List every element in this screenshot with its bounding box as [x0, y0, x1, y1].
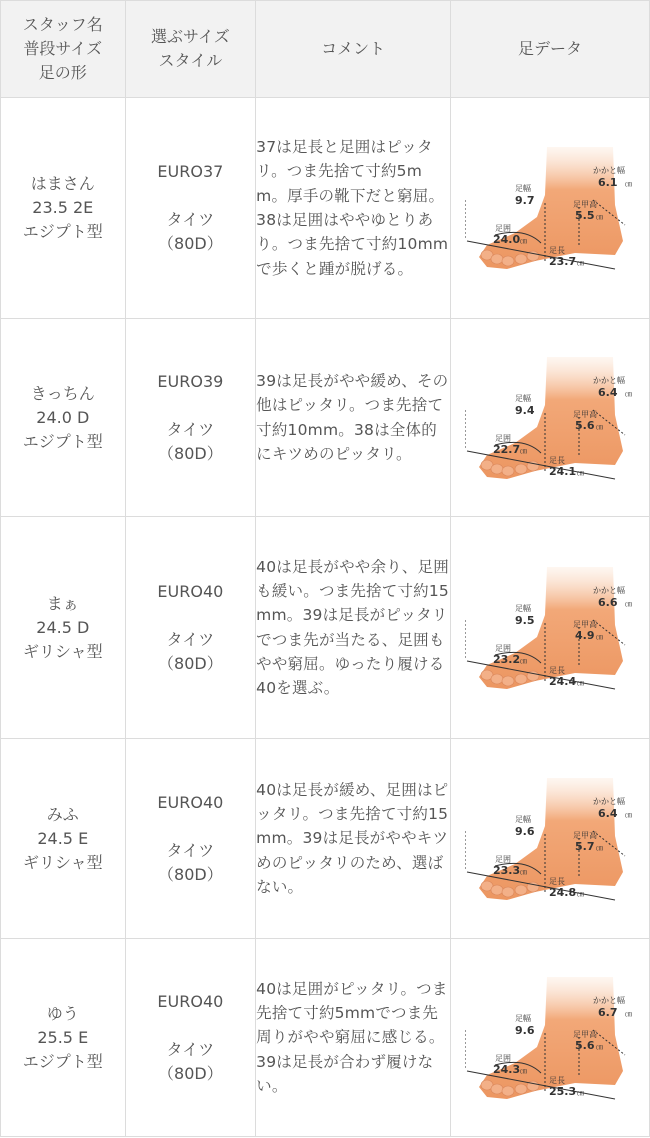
header-size-line1: 選ぶサイズ	[150, 27, 230, 46]
length-label: 足長	[549, 455, 566, 465]
heel-value: 6.6	[598, 595, 618, 609]
heel-label: かかと幅	[593, 796, 626, 806]
header-foot-data: 足データ	[451, 1, 650, 98]
style-denier: （80D）	[158, 864, 223, 884]
foot-diagram	[465, 145, 635, 271]
header-size-line2: スタイル	[158, 51, 223, 70]
table-row	[1, 517, 650, 739]
table-row	[1, 939, 650, 1137]
foot-data-cell	[451, 517, 650, 739]
toe-mark	[491, 464, 503, 474]
instep-label: 足甲高	[573, 830, 598, 840]
girth-value: 24.3	[493, 1062, 521, 1076]
heel-unit: ㎝	[625, 389, 633, 398]
foot-diagram	[465, 355, 635, 481]
comment-cell: 37は足長と足囲はピッタリ。つま先捨て寸約5mm。厚手の靴下だと窮屈。38は足囲はややゆとりあり。つま先捨て寸約10mmで歩くと踵が脱げる。	[256, 98, 451, 319]
foot-diagram	[465, 776, 635, 902]
toe-mark	[515, 254, 527, 264]
staff-cell	[1, 517, 126, 739]
instep-label: 足甲高	[573, 200, 598, 209]
foot-diagram	[465, 975, 635, 1101]
width-label: 足幅	[515, 814, 532, 824]
foot-data-cell	[451, 939, 650, 1137]
style-name: タイツ	[166, 1039, 215, 1059]
header-row	[1, 1, 650, 98]
staff-cell	[1, 319, 126, 517]
girth-unit: ㎝	[520, 237, 528, 245]
toe-mark	[491, 1084, 503, 1094]
foot-shape: エジプト型	[22, 431, 103, 451]
heel-label: かかと幅	[593, 995, 626, 1005]
girth-label: 足囲	[495, 1053, 512, 1063]
heel-unit: ㎝	[625, 180, 633, 188]
length-label: 足長	[549, 876, 566, 886]
girth-value: 23.3	[493, 863, 521, 877]
girth-value: 22.7	[493, 442, 521, 456]
chosen-size-cell	[125, 517, 256, 739]
toe-mark	[491, 885, 503, 895]
heel-unit: ㎝	[625, 599, 633, 608]
comment-cell: 39は足長がやや緩め、その他はピッタリ。つま先捨て寸約10mm。38は全体的にキツめのピッタリ。	[256, 319, 451, 517]
instep-value: 5.6	[575, 1038, 595, 1052]
length-unit: ㎝	[577, 678, 585, 687]
girth-unit: ㎝	[520, 656, 528, 665]
heel-value: 6.4	[598, 385, 618, 399]
style-denier: （80D）	[158, 443, 223, 463]
staff-cell	[1, 739, 126, 939]
length-label: 足長	[549, 1075, 566, 1085]
heel-unit: ㎝	[625, 810, 633, 819]
usual-size: 25.5 E	[37, 1027, 89, 1047]
instep-unit: ㎝	[596, 422, 604, 431]
width-label: 足幅	[515, 393, 532, 403]
length-unit: ㎝	[577, 1088, 585, 1097]
instep-label: 足甲高	[573, 1029, 598, 1039]
length-value: 24.1	[549, 464, 577, 478]
toe-mark	[502, 887, 514, 897]
toe-mark	[515, 674, 527, 684]
usual-size: 24.0 D	[36, 407, 90, 427]
staff-name: きっちん	[30, 383, 95, 403]
staff-name: みふ	[46, 804, 79, 824]
usual-size: 23.5 2E	[32, 198, 94, 217]
toe-mark	[515, 885, 527, 895]
heel-value: 6.1	[598, 176, 618, 189]
header-staff	[1, 1, 126, 98]
instep-unit: ㎝	[596, 632, 604, 641]
girth-label: 足囲	[495, 643, 512, 653]
style-name: タイツ	[166, 629, 215, 649]
header-staff-line2: 普段サイズ	[23, 39, 103, 58]
length-value: 24.8	[549, 885, 577, 899]
usual-size: 24.5 E	[37, 828, 89, 848]
chosen-size: EURO39	[157, 371, 224, 391]
chosen-size-cell	[125, 319, 256, 517]
instep-unit: ㎝	[596, 213, 604, 221]
instep-value: 5.7	[575, 839, 595, 853]
foot-shape: ギリシャ型	[22, 641, 103, 661]
chosen-size-cell	[125, 939, 256, 1137]
heel-label: かかと幅	[593, 375, 626, 385]
length-unit: ㎝	[577, 259, 585, 267]
header-staff-line3: 足の形	[38, 63, 87, 82]
heel-label: かかと幅	[593, 585, 626, 595]
staff-name: ゆう	[46, 1003, 79, 1023]
foot-shape: エジプト型	[22, 222, 103, 241]
length-unit: ㎝	[577, 468, 585, 477]
staff-cell	[1, 939, 126, 1137]
width-value: 9.6	[515, 1023, 535, 1037]
heel-label: かかと幅	[593, 166, 626, 175]
heel-value: 6.7	[598, 1005, 618, 1019]
style-name: タイツ	[166, 419, 215, 439]
length-label: 足長	[549, 665, 566, 675]
table-row	[1, 319, 650, 517]
width-value: 9.5	[515, 613, 535, 627]
header-comment: コメント	[256, 1, 451, 98]
foot-data-cell	[451, 319, 650, 517]
width-value: 9.4	[515, 403, 535, 417]
girth-label: 足囲	[495, 433, 512, 443]
foot-shape: エジプト型	[22, 1051, 103, 1071]
width-value: 9.7	[515, 194, 535, 207]
staff-cell	[1, 98, 126, 319]
length-value: 24.4	[549, 674, 577, 688]
girth-unit: ㎝	[520, 867, 528, 876]
width-label: 足幅	[515, 184, 532, 193]
usual-size: 24.5 D	[36, 617, 90, 637]
chosen-size: EURO37	[157, 162, 224, 181]
length-value: 23.7	[549, 255, 577, 268]
length-label: 足長	[549, 246, 566, 255]
foot-shape: ギリシャ型	[22, 852, 103, 872]
length-value: 25.3	[549, 1084, 577, 1098]
foot-diagram	[465, 565, 635, 691]
staff-name: まぁ	[46, 593, 79, 613]
style-denier: （80D）	[158, 234, 223, 253]
chosen-size: EURO40	[157, 581, 224, 601]
girth-unit: ㎝	[520, 1066, 528, 1075]
instep-label: 足甲高	[573, 619, 598, 629]
toe-mark	[491, 674, 503, 684]
instep-unit: ㎝	[596, 843, 604, 852]
width-label: 足幅	[515, 1013, 532, 1023]
width-value: 9.6	[515, 824, 535, 838]
toe-mark	[502, 676, 514, 686]
toe-mark	[515, 464, 527, 474]
header-size	[125, 1, 256, 98]
chosen-size-cell	[125, 98, 256, 319]
foot-data-cell	[451, 98, 650, 319]
width-label: 足幅	[515, 603, 532, 613]
foot-data-cell	[451, 739, 650, 939]
chosen-size-cell	[125, 739, 256, 939]
toe-mark	[502, 256, 514, 266]
instep-value: 5.5	[575, 209, 595, 222]
instep-value: 5.6	[575, 418, 595, 432]
staff-name: はまさん	[30, 174, 95, 193]
chosen-size: EURO40	[157, 991, 224, 1011]
girth-unit: ㎝	[520, 446, 528, 455]
instep-unit: ㎝	[596, 1042, 604, 1051]
girth-label: 足囲	[495, 224, 512, 233]
instep-label: 足甲高	[573, 409, 598, 419]
instep-value: 4.9	[575, 628, 595, 642]
comment-cell: 40は足長が緩め、足囲はピッタリ。つま先捨て寸約15mm。39は足長がややキツめのピッタリのため、選ばない。	[256, 739, 451, 939]
style-denier: （80D）	[158, 653, 223, 673]
comment-cell: 40は足長がやや余り、足囲も緩い。つま先捨て寸約15mm。39は足長がピッタリでつま先が当たる、足囲もやや窮屈。ゆったり履ける40を選ぶ。	[256, 517, 451, 739]
style-name: タイツ	[166, 210, 215, 229]
toe-mark	[491, 254, 503, 264]
girth-label: 足囲	[495, 854, 512, 864]
chosen-size: EURO40	[157, 792, 224, 812]
table-row	[1, 98, 650, 319]
heel-unit: ㎝	[625, 1009, 633, 1018]
length-unit: ㎝	[577, 889, 585, 898]
table-row	[1, 739, 650, 939]
toe-mark	[515, 1084, 527, 1094]
style-name: タイツ	[166, 840, 215, 860]
toe-mark	[502, 1086, 514, 1096]
comment-cell: 40は足囲がピッタリ。つま先捨て寸約5mmでつま先周りがやや窮屈に感じる。39は足長が合わず履けない。	[256, 939, 451, 1137]
style-denier: （80D）	[158, 1063, 223, 1083]
toe-mark	[502, 466, 514, 476]
girth-value: 23.2	[493, 652, 521, 666]
girth-value: 24.0	[493, 233, 521, 246]
header-staff-line1: スタッフ名	[22, 15, 103, 34]
heel-value: 6.4	[598, 806, 618, 820]
